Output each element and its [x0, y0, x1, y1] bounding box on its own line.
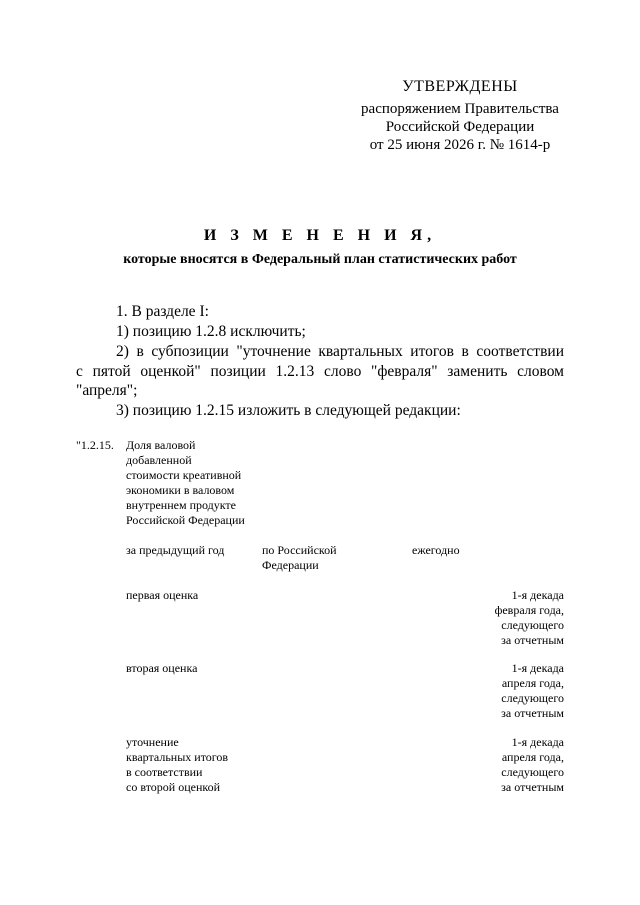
- row-label: первая оценка: [126, 588, 199, 602]
- deadline-line: апреля года,: [501, 750, 564, 764]
- position-number: "1.2.15.: [76, 438, 114, 452]
- approval-line-3: Российской Федерации: [385, 119, 535, 135]
- deadline-line: за отчетным: [501, 633, 564, 647]
- deadline-line: следующего: [501, 618, 564, 632]
- approval-heading: УТВЕРЖДЕНЫ: [402, 78, 518, 95]
- indicator-line: Доля валовой: [126, 438, 196, 452]
- approval-line-4: от 25 июня 2026 г. № 1614-р: [369, 137, 551, 153]
- paragraph-item-3: 3) позицию 1.2.15 изложить в следующей редакции:: [116, 402, 461, 419]
- frequency-label: ежегодно: [412, 543, 460, 557]
- deadline-line: за отчетным: [501, 706, 564, 720]
- row-deadline: [440, 588, 564, 648]
- paragraph-item-2-line-3: "апреля";: [76, 382, 138, 399]
- territory-line: Федерации: [262, 558, 319, 572]
- deadline-line: 1-я декада: [511, 735, 564, 749]
- indicator-name: [126, 438, 245, 528]
- paragraph-item-2-line-2: с пятой оценкой" позиции 1.2.13 слово "февраля" заменить словом: [76, 363, 564, 380]
- deadline-line: 1-я декада: [511, 661, 564, 675]
- deadline-line: следующего: [501, 765, 564, 779]
- row-label: [126, 735, 228, 795]
- label-line: уточнение: [126, 735, 179, 749]
- territory-label: [262, 543, 337, 573]
- period-label: за предыдущий год: [126, 543, 225, 557]
- label-line: в соответствии: [126, 765, 203, 779]
- document-subtitle: которые вносятся в Федеральный план статистических работ: [123, 252, 517, 267]
- row-label: вторая оценка: [126, 661, 198, 675]
- paragraph-item-2-line-1: 2) в субпозиции "уточнение квартальных итогов в соответствии: [116, 343, 564, 360]
- paragraph-section-1: 1. В разделе I:: [116, 303, 209, 320]
- label-line: со второй оценкой: [126, 780, 221, 794]
- indicator-line: внутреннем продукте: [126, 498, 236, 512]
- document-title: И З М Е Н Е Н И Я,: [203, 227, 437, 244]
- deadline-line: февраля года,: [494, 603, 564, 617]
- approval-line-2: распоряжением Правительства: [361, 101, 559, 117]
- deadline-line: следующего: [501, 691, 564, 705]
- deadline-line: 1-я декада: [511, 588, 564, 602]
- indicator-line: экономики в валовом: [126, 483, 235, 497]
- paragraph-item-1: 1) позицию 1.2.8 исключить;: [116, 323, 306, 340]
- territory-line: по Российской: [262, 543, 337, 557]
- indicator-line: стоимости креативной: [126, 468, 242, 482]
- indicator-line: добавленной: [126, 453, 192, 467]
- approval-block: [340, 78, 580, 154]
- deadline-line: апреля года,: [501, 676, 564, 690]
- row-deadline: [440, 661, 564, 721]
- deadline-line: за отчетным: [501, 780, 564, 794]
- indicator-line: Российской Федерации: [126, 513, 245, 527]
- label-line: квартальных итогов: [126, 750, 229, 764]
- row-deadline: [440, 735, 564, 795]
